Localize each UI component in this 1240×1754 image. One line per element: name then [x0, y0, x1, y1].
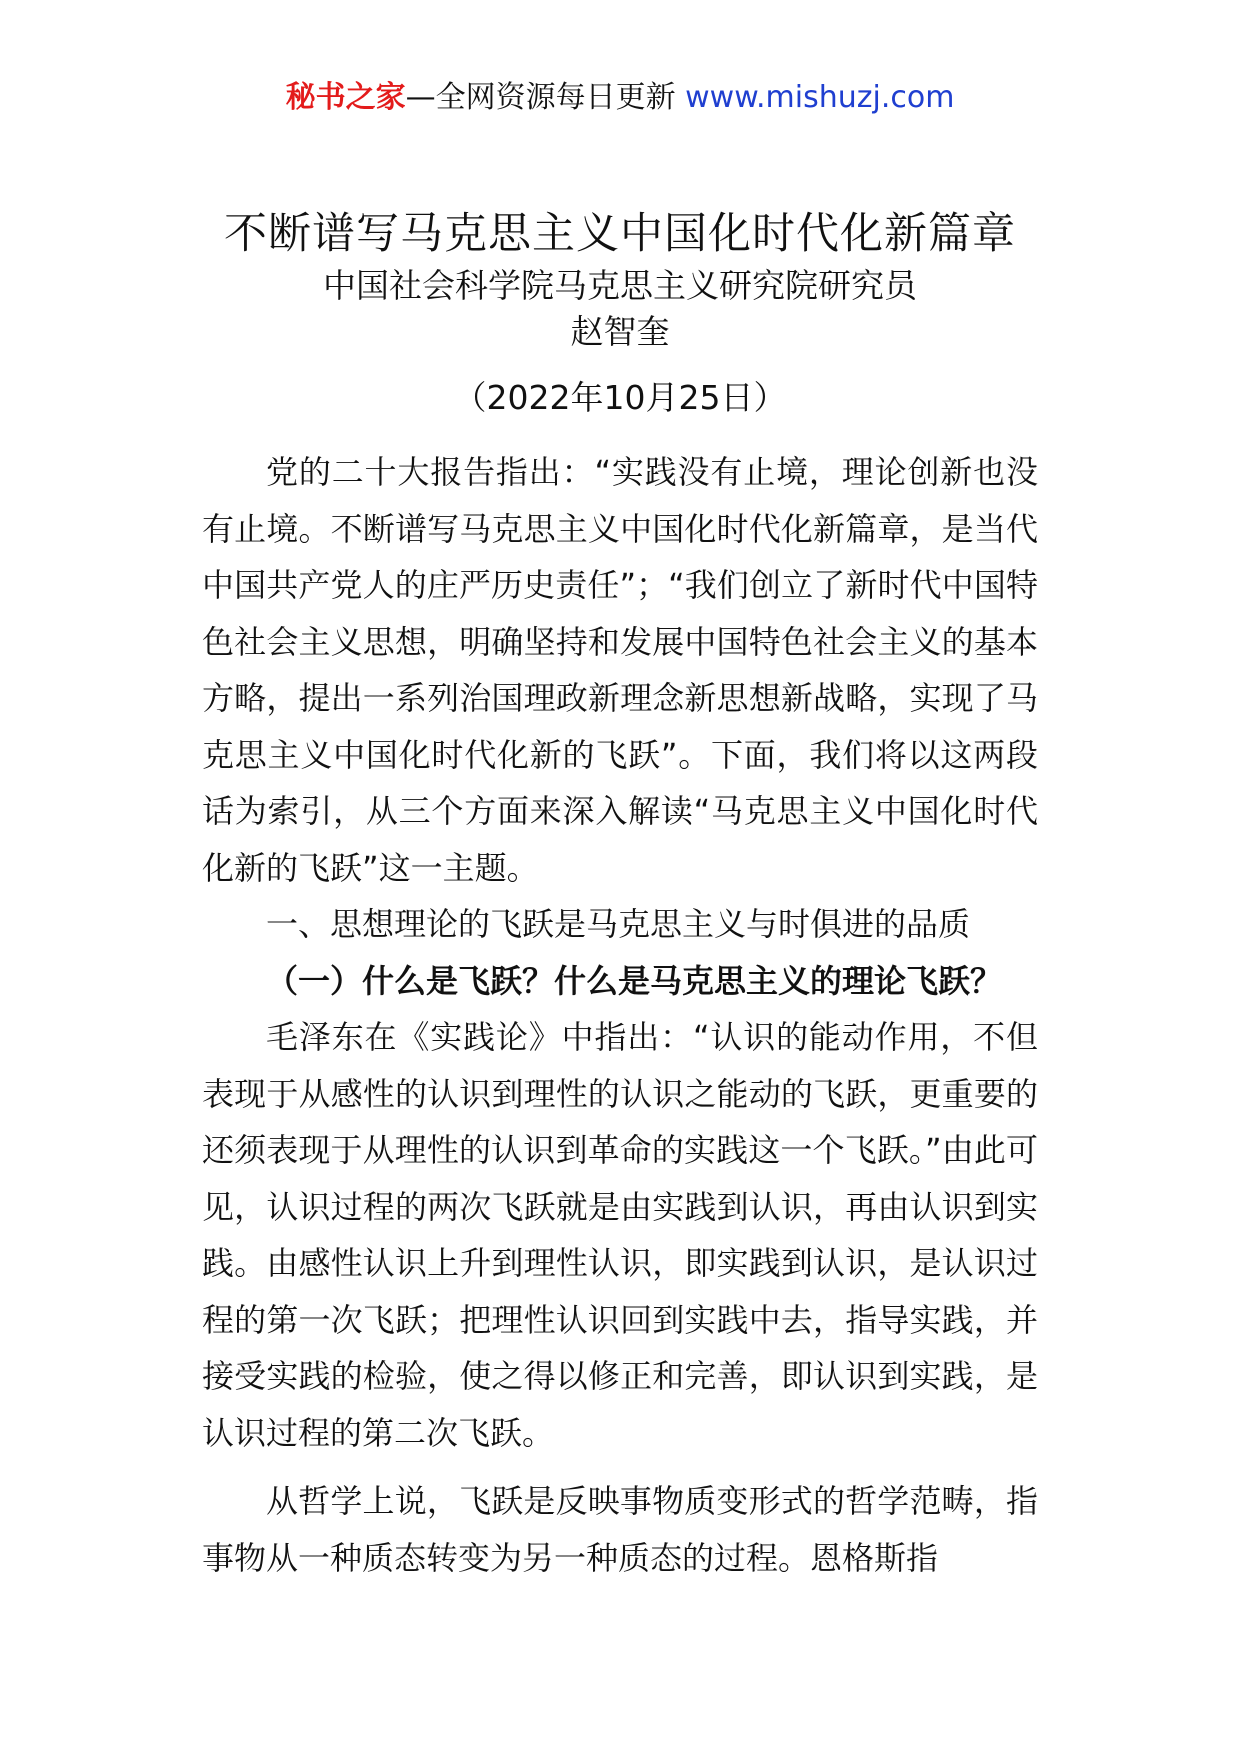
site-header [0, 78, 1240, 118]
title-block [0, 206, 1240, 420]
site-url-link[interactable]: www.mishuzj.com [685, 80, 955, 115]
subsection-heading: （一）什么是飞跃？什么是马克思主义的理论飞跃？ [266, 961, 1003, 1000]
document-date: （2022年10月25日） [453, 378, 787, 417]
document-body [202, 444, 1038, 1586]
section-heading: 一、思想理论的飞跃是马克思主义与时俱进的品质 [266, 905, 971, 943]
body-paragraph: 从哲学上说，飞跃是反映事物质变形式的哲学范畴，指事物从一种质态转变为另一种质态的过程。恩格斯指 [202, 1482, 1038, 1577]
site-tagline: —全网资源每日更新 [405, 80, 686, 115]
document-title: 不断谱写马克思主义中国化时代化新篇章 [224, 209, 1016, 259]
body-paragraph: 党的二十大报告指出：“实践没有止境，理论创新也没有止境。不断谱写马克思主义中国化时代化新篇章，是当代中国共产党人的庄严历史责任”；“我们创立了新时代中国特色社会主义思想，明确坚持和发展中国特色社会主义的基本方略，提出一系列治国理政新理念新思想新战略，实现了马克思主义中国化时代化新的飞跃”。下面，我们将以这两段话为索引，从三个方面来深入解读“马克思主义中国化时代化新的飞跃”这一主题。 [202, 453, 1038, 887]
author-affiliation: 中国社会科学院马克思主义研究院研究员 [323, 266, 917, 305]
author-name: 赵智奎 [570, 312, 670, 351]
site-brand: 秘书之家 [285, 80, 406, 115]
body-paragraph: 毛泽东在《实践论》中指出：“认识的能动作用，不但表现于从感性的认识到理性的认识之能动的飞跃，更重要的还须表现于从理性的认识到革命的实践这一个飞跃。”由此可见，认识过程的两次飞跃就是由实践到认识，再由认识到实践。由感性认识上升到理性认识，即实践到认识，是认识过程的第一次飞跃；把理性认识回到实践中去，指导实践，并接受实践的检验，使之得以修正和完善，即认识到实践，是认识过程的第二次飞跃。 [202, 1018, 1038, 1452]
